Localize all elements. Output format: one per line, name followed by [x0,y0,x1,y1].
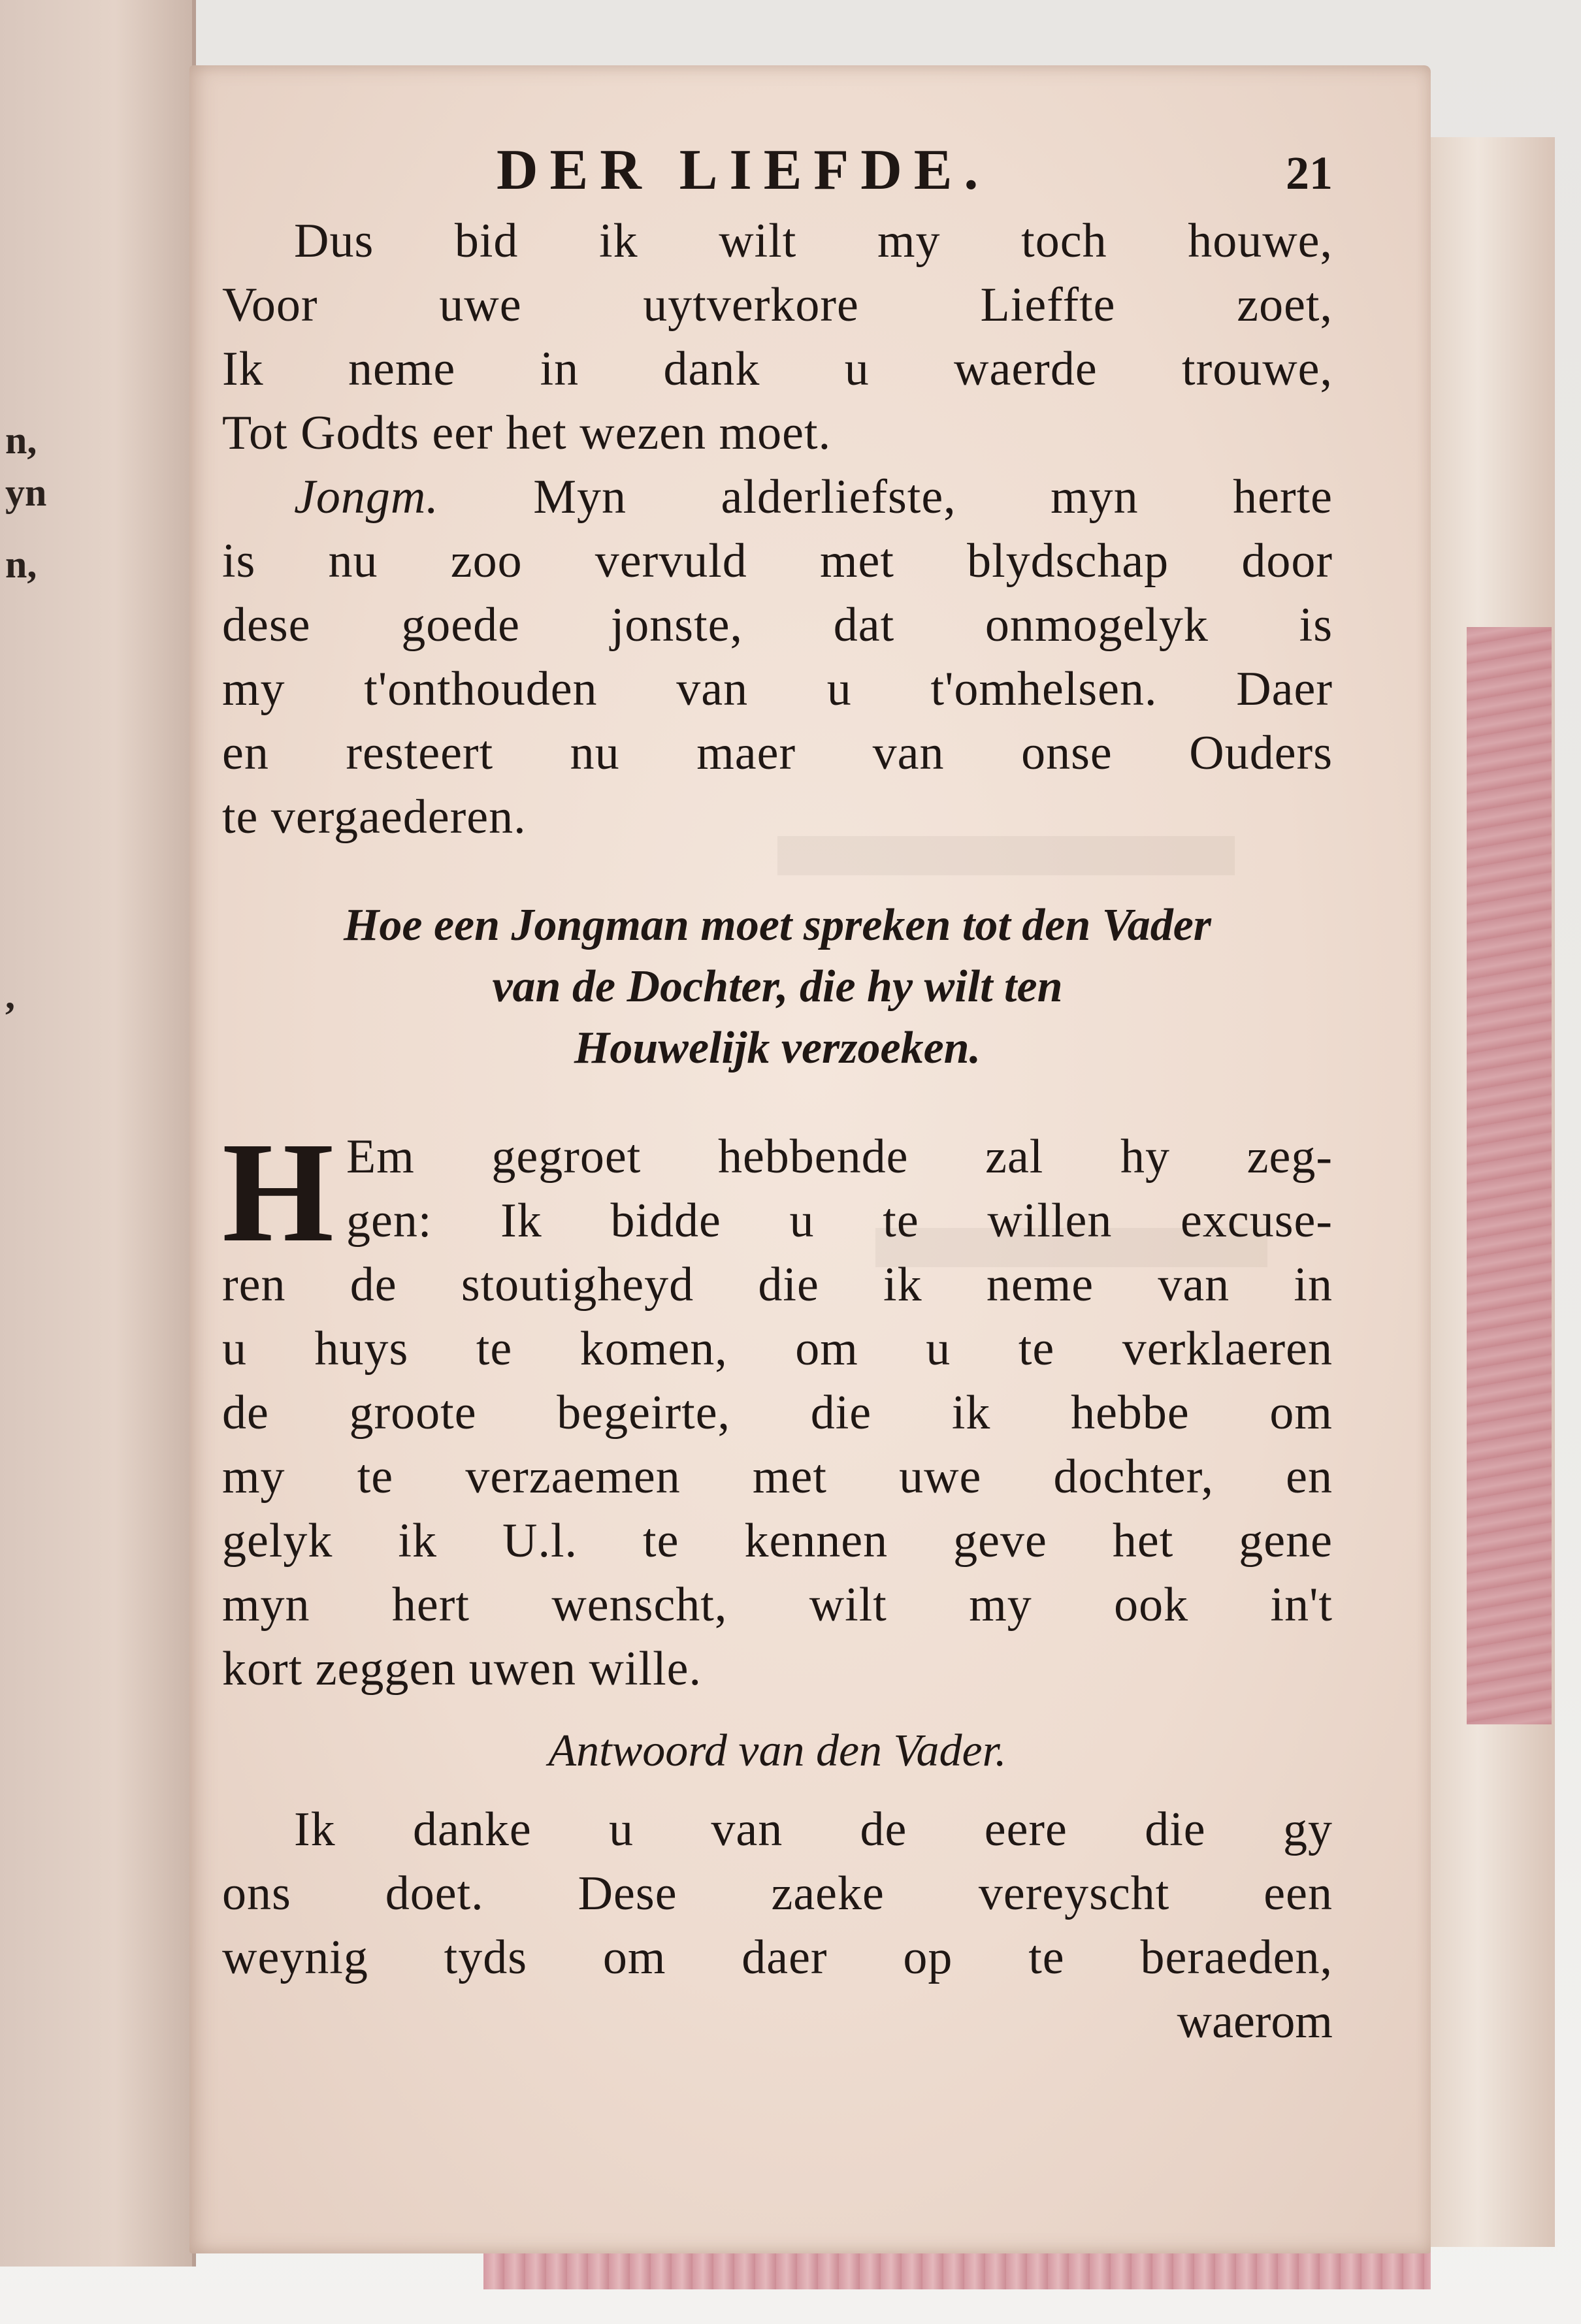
answer-heading: Antwoord van den Vader. [548,1726,1007,1776]
paragraph-line: u huys te komen, om u te verklaeren [222,1322,1333,1376]
running-head: DER LIEFDE. [497,138,990,202]
left-page-edge [0,0,196,2267]
answer-paragraph [222,1798,1333,2054]
father-paragraph [222,1112,1333,1701]
drop-cap: H [222,1112,334,1272]
answer-line: weynig tyds om daer op te beraeden, [222,1931,1333,1984]
stanza [222,209,1333,465]
speech-text: Myn alderliefste, myn herte [533,470,1333,524]
left-page-fragment: n, [5,543,37,586]
book-page [189,65,1431,2253]
answer-line: Ik danke u van de eere die gy [294,1803,1333,1856]
paragraph-line: gen: Ik bidde u te willen excuse- [346,1194,1333,1248]
speech-line: te vergaederen. [222,790,527,844]
stanza-line: Tot Godts eer het wezen moet. [222,406,832,460]
section-title-line: van de Dochter, die hy wilt ten [492,961,1063,1012]
stanza-line: Ik neme in dank u waerde trouwe, [222,342,1333,396]
answer-line: ons doet. Dese zaeke vereyscht een [222,1867,1333,1920]
page-number: 21 [1286,147,1333,199]
paragraph-line: Em gegroet hebbende zal hy zeg- [346,1130,1333,1184]
speech-line: is nu zoo vervuld met blydschap door [222,534,1333,588]
paragraph-line: de groote begeirte, die ik hebbe om [222,1386,1333,1440]
left-page-fragment: , [5,974,15,1017]
paragraph-line: my te verzaemen met uwe dochter, en [222,1450,1333,1504]
speech-first-line [222,465,1333,529]
speech-line: en resteert nu maer van onse Ouders [222,726,1333,780]
speech-line: my t'onthouden van u t'omhelsen. Daer [222,662,1333,716]
book-cover-marbled [1467,627,1552,1724]
stanza-line: Voor uwe uytverkore Lieffte zoet, [222,278,1333,332]
book-binding-bottom [483,2250,1431,2289]
paragraph-line: myn hert wenscht, wilt my ook in't [222,1578,1333,1632]
speech-paragraph [222,465,1333,849]
section-title [222,895,1333,1079]
speaker-label: Jongm. [294,470,439,524]
paragraph-line: kort zeggen uwen wille. [222,1642,702,1696]
page-header [222,131,1333,209]
speech-line: dese goede jonste, dat onmogelyk is [222,598,1333,652]
catchword: waerom [1177,1995,1333,2048]
paragraph-line: gelyk ik U.l. te kennen geve het gene [222,1514,1333,1568]
section-title-line: Houwelijk verzoeken. [574,1023,981,1073]
text-block [222,131,1333,2054]
left-page-fragment: n, [5,419,37,462]
stanza-line: Dus bid ik wilt my toch houwe, [294,214,1333,268]
left-page-fragment: yn [5,471,47,514]
paragraph-line: ren de stoutigheyd die ik neme van in [222,1258,1333,1312]
section-title-line: Hoe een Jongman moet spreken tot den Vader [343,900,1212,950]
